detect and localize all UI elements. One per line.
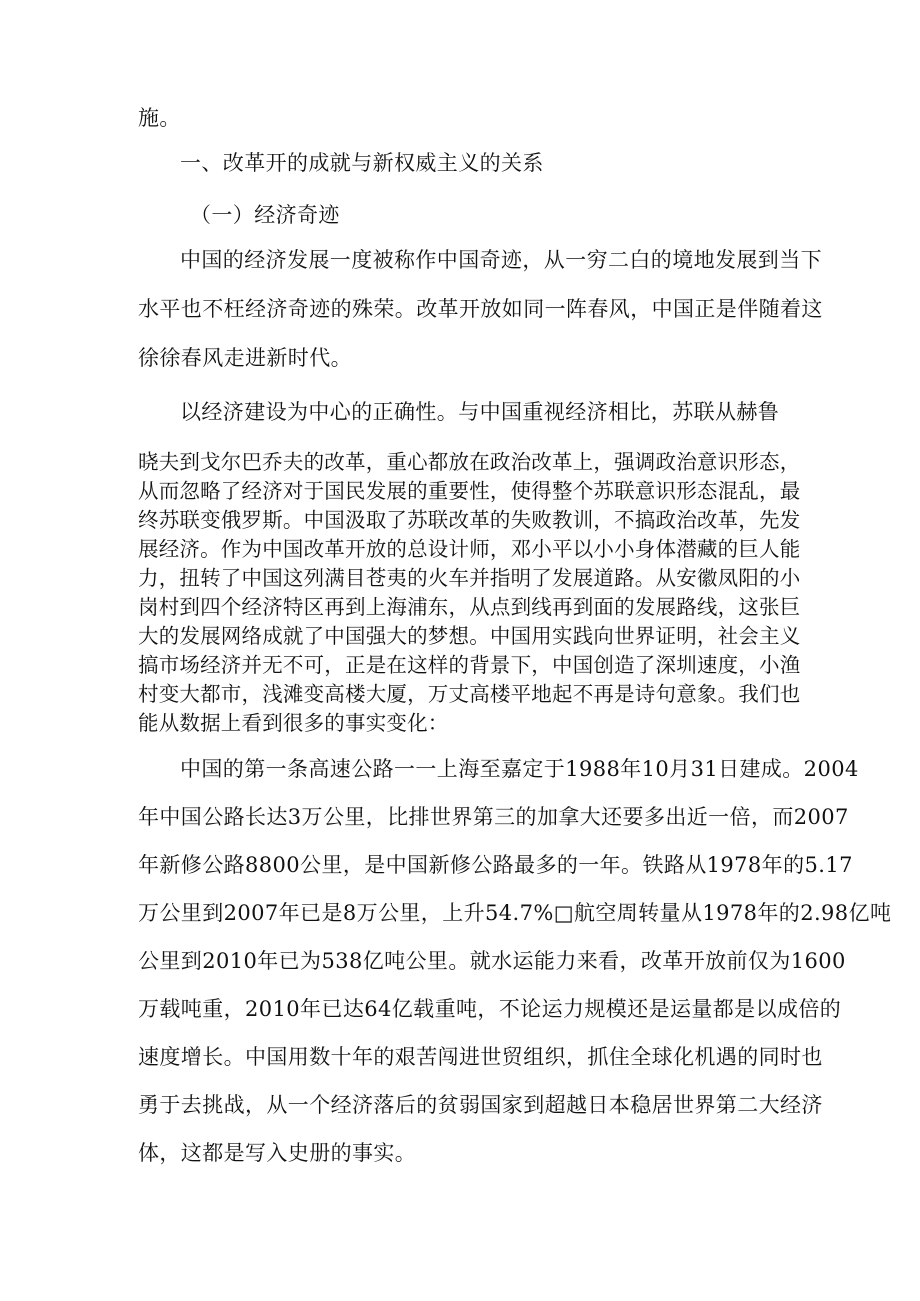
paragraph-line: 展经济。作为中国改革开放的总设计师，邓小平以小小身体潜藏的巨人能: [138, 537, 801, 561]
paragraph-line: 年中国公路长达3万公里，比排世界第三的加拿大还要多出近一倍，而2007: [138, 805, 849, 829]
paragraph-line: 勇于去挑战，从一个经济落后的贫弱国家到超越日本稳居世界第二大经济: [138, 1093, 823, 1117]
section-heading: 一、改革开的成就与新权威主义的关系: [180, 151, 544, 175]
paragraph-line: 体，这都是写入史册的事实。: [138, 1141, 417, 1165]
paragraph-line: 公里到2010年已为538亿吨公里。就水运能力来看，改革开放前仅为1600: [138, 949, 846, 973]
paragraph-line: 万载吨重，2010年已达64亿载重吨，不论运力规模还是运量都是以成倍的: [138, 997, 842, 1021]
paragraph-line: 搞市场经济并无不可，正是在这样的背景下，中国创造了深圳速度，小渔: [138, 653, 801, 677]
paragraph-line: 终苏联变俄罗斯。中国汲取了苏联改革的失败教训，不搞政治改革，先发: [138, 508, 801, 532]
paragraph-line: 年新修公路8800公里，是中国新修公路最多的一年。铁路从1978年的5.17: [138, 853, 853, 877]
paragraph-line: 从而忽略了经济对于国民发展的重要性，使得整个苏联意识形态混乱，最: [138, 479, 801, 503]
paragraph-line: 中国的第一条高速公路一一上海至嘉定于1988年10月31日建成。2004: [180, 757, 859, 781]
paragraph-line: 水平也不枉经济奇迹的殊荣。改革开放如同一阵春风，中国正是伴随着这: [138, 297, 823, 321]
paragraph-line: 速度增长。中国用数十年的艰苦闯进世贸组织，抓住全球化机遇的同时也: [138, 1045, 823, 1069]
text-line-continuation: 施。: [138, 106, 181, 130]
paragraph-line: 能从数据上看到很多的事实变化：: [138, 711, 449, 735]
paragraph-line: 村变大都市，浅滩变高楼大厦，万丈高楼平地起不再是诗句意象。我们也: [138, 682, 801, 706]
paragraph-line: 晓夫到戈尔巴乔夫的改革，重心都放在政治改革上，强调政治意识形态，: [138, 450, 801, 474]
paragraph-line: 徐徐春风走进新时代。: [138, 346, 352, 370]
paragraph-line: 中国的经济发展一度被称作中国奇迹，从一穷二白的境地发展到当下: [180, 248, 822, 272]
subsection-heading: （一）经济奇迹: [190, 203, 340, 227]
paragraph-line: 万公里到2007年已是8万公里，上升54.7%□航空周转量从1978年的2.98亿吨: [138, 901, 892, 925]
paragraph-line: 岗村到四个经济特区再到上海浦东，从点到线再到面的发展路线，这张巨: [138, 595, 801, 619]
paragraph-line: 大的发展网络成就了中国强大的梦想。中国用实践向世界证明，社会主义: [138, 624, 801, 648]
paragraph-line: 力，扭转了中国这列满目苍夷的火车并指明了发展道路。从安徽凤阳的小: [138, 566, 801, 590]
paragraph-line: 以经济建设为中心的正确性。与中国重视经济相比，苏联从赫鲁: [180, 400, 780, 424]
